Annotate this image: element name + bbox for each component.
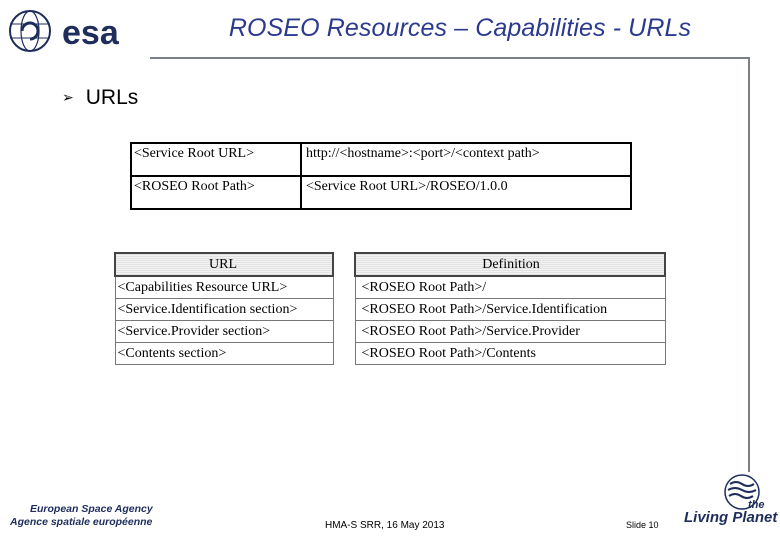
table-row xyxy=(131,143,631,176)
tagline: Living Planet xyxy=(684,509,778,526)
paths-table xyxy=(130,142,632,210)
url-table xyxy=(114,252,666,365)
column-header-definition: Definition xyxy=(355,253,665,276)
agency-name-fr: Agence spatiale européenne xyxy=(10,516,153,528)
table-row xyxy=(115,321,665,343)
path-name: <Service Root URL> xyxy=(131,143,301,176)
path-value: <Service Root URL>/ROSEO/1.0.0 xyxy=(301,176,631,209)
slide-title: ROSEO Resources – Capabilities - URLs xyxy=(228,14,692,42)
agency-name-en: European Space Agency xyxy=(30,503,153,515)
table-row xyxy=(115,343,665,365)
footer-meeting: HMA-S SRR, 16 May 2013 xyxy=(325,520,445,531)
esa-logo-text: esa xyxy=(62,14,119,52)
column-header-url: URL xyxy=(115,253,333,276)
url-cell: <Service.Provider section> xyxy=(115,321,333,343)
agency-name-logo xyxy=(10,500,153,530)
definition-cell: <ROSEO Root Path>/ xyxy=(355,276,665,299)
path-value: http://<hostname>:<port>/<context path> xyxy=(301,143,631,176)
table-row xyxy=(115,299,665,321)
definition-cell: <ROSEO Root Path>/Service.Provider xyxy=(355,321,665,343)
table-row xyxy=(131,176,631,209)
living-planet-logo xyxy=(684,472,776,528)
right-border xyxy=(748,57,750,472)
esa-globe-icon xyxy=(10,11,50,51)
definition-cell: <ROSEO Root Path>/Contents xyxy=(355,343,665,365)
tagline-small: the xyxy=(748,499,765,511)
url-cell: <Contents section> xyxy=(115,343,333,365)
url-cell: <Service.Identification section> xyxy=(115,299,333,321)
bullet-arrow-icon: ➢ xyxy=(62,89,74,105)
url-cell: <Capabilities Resource URL> xyxy=(115,276,333,299)
bullet-label: URLs xyxy=(85,86,139,109)
slide-number: Slide 10 xyxy=(626,520,659,530)
definition-cell: <ROSEO Root Path>/Service.Identification xyxy=(355,299,665,321)
path-name: <ROSEO Root Path> xyxy=(131,176,301,209)
title-divider xyxy=(150,57,750,59)
table-row xyxy=(115,276,665,299)
bullet-urls xyxy=(62,86,138,110)
esa-logo xyxy=(8,8,148,54)
table-header-row xyxy=(115,253,665,276)
